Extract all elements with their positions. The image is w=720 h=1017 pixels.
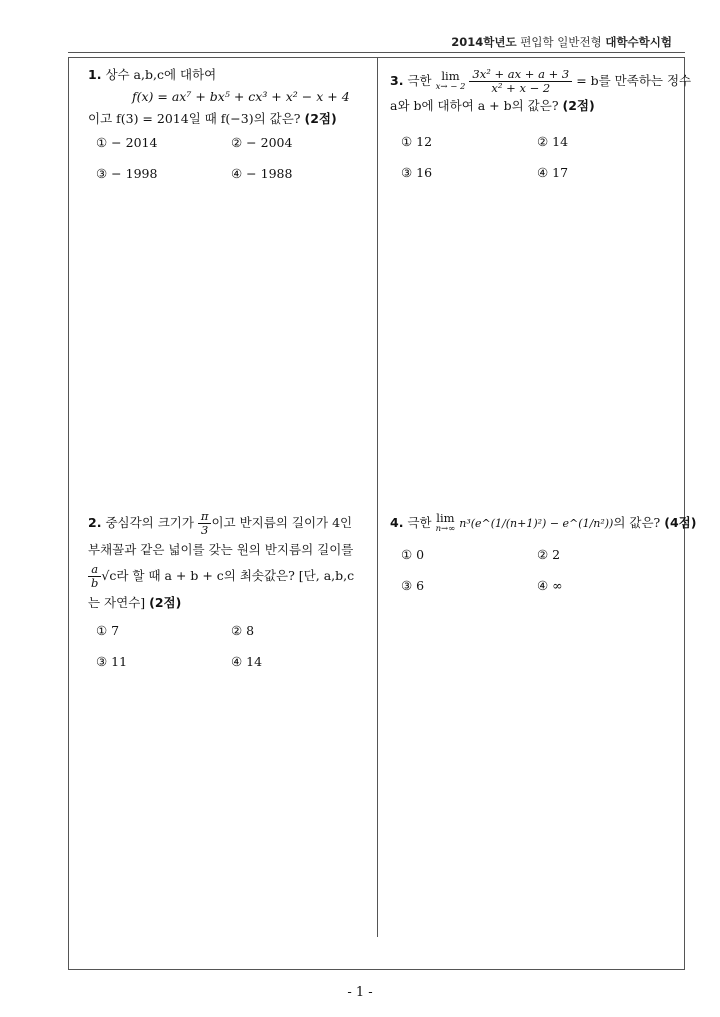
- q3-lim-text: lim: [441, 68, 460, 83]
- column-divider: [377, 57, 378, 937]
- q4-number: 4.: [390, 515, 404, 530]
- question-3: [390, 67, 692, 117]
- q2-line3: √c라 할 때 a + b + c의 최솟값은? [단, a,b,c: [101, 568, 355, 583]
- q3-line2: a와 b에 대하여 a + b의 값은?: [390, 98, 559, 113]
- q3-lead: 극한: [407, 73, 432, 88]
- q4-lead: 극한: [407, 515, 432, 530]
- q3-choice-2[interactable]: ② 14: [537, 134, 569, 149]
- q3-limit: [435, 68, 466, 93]
- page-header: [451, 34, 672, 50]
- header-exam: 대학수학시험: [605, 35, 672, 49]
- page-number: - 1 -: [347, 985, 373, 1000]
- q1-choice-2[interactable]: ② − 2004: [231, 135, 293, 150]
- q3-frac-num: 3x² + ax + a + 3: [469, 68, 572, 82]
- q2-answer-fraction: [88, 563, 101, 590]
- q3-choice-3[interactable]: ③ 16: [401, 165, 433, 180]
- q4-choice-3[interactable]: ③ 6: [401, 578, 425, 593]
- q4-limit: [435, 510, 456, 535]
- q4-lim-sub: n→∞: [435, 523, 456, 534]
- q1-question: 이고 f(3) = 2014일 때 f(−3)의 값은?: [88, 111, 301, 126]
- q2-choice-4[interactable]: ④ 14: [231, 654, 263, 669]
- q4-lim-text: lim: [436, 510, 455, 525]
- q3-fraction: [469, 68, 572, 95]
- q2-ans-den: b: [91, 576, 99, 590]
- q2-choice-3[interactable]: ③ 11: [96, 654, 128, 669]
- q4-tail: 의 값은?: [613, 515, 661, 530]
- q3-choice-4[interactable]: ④ 17: [537, 165, 569, 180]
- q1-choice-1[interactable]: ① − 2014: [96, 135, 158, 150]
- q1-number: 1.: [88, 67, 102, 82]
- q1-formula: f(x) = ax⁷ + bx⁵ + cx³ + x² − x + 4: [132, 89, 350, 104]
- q1-points: (2점): [304, 111, 337, 126]
- q2-number: 2.: [88, 515, 102, 530]
- question-4: [390, 510, 697, 535]
- q3-points: (2점): [562, 98, 595, 113]
- q2-points: (2점): [149, 595, 182, 610]
- q4-choice-2[interactable]: ② 2: [537, 547, 561, 562]
- q3-number: 3.: [390, 73, 404, 88]
- q3-choice-1[interactable]: ① 12: [401, 134, 433, 149]
- header-mid: 편입학 일반전형: [520, 35, 602, 49]
- q4-expression: n³(e^(1/(n+1)²) − e^(1/n²)): [459, 517, 614, 530]
- q2-line1b: 이고 반지름의 길이가 4인: [211, 515, 353, 530]
- q2-angle-den: 3: [201, 523, 209, 537]
- q4-points: (4점): [664, 515, 697, 530]
- q2-angle-num: π: [198, 510, 212, 524]
- q2-line2: 부채꼴과 같은 넓이를 갖는 원의 반지름의 길이를: [88, 542, 354, 557]
- q2-line4: 는 자연수]: [88, 595, 146, 610]
- question-1: [88, 64, 373, 130]
- q4-choice-1[interactable]: ① 0: [401, 547, 425, 562]
- q3-lim-sub: x→ − 2: [435, 81, 466, 92]
- q2-choice-1[interactable]: ① 7: [96, 623, 120, 638]
- header-year: 2014학년도: [451, 35, 517, 49]
- top-rule: [68, 52, 685, 53]
- q2-angle-fraction: [198, 510, 212, 537]
- question-2: [88, 510, 373, 616]
- q1-intro: 상수 a,b,c에 대하여: [105, 67, 217, 82]
- q1-choice-3[interactable]: ③ − 1998: [96, 166, 158, 181]
- q4-choice-4[interactable]: ④ ∞: [537, 578, 563, 593]
- q2-ans-num: a: [88, 563, 101, 577]
- q3-tail: = b를 만족하는 정수: [576, 73, 692, 88]
- q2-line1a: 중심각의 크기가: [105, 515, 194, 530]
- q2-choice-2[interactable]: ② 8: [231, 623, 255, 638]
- q1-choice-4[interactable]: ④ − 1988: [231, 166, 293, 181]
- q3-frac-den: x² + x − 2: [491, 81, 551, 95]
